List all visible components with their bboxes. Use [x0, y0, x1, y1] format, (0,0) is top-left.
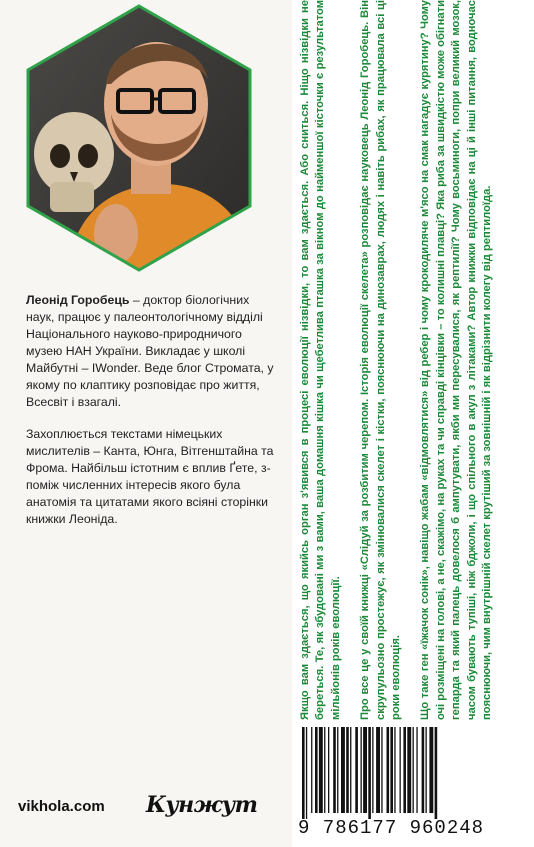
barcode-bar — [341, 727, 345, 813]
author-portrait — [26, 4, 252, 272]
barcode-bar — [416, 727, 417, 813]
barcode-bar — [363, 727, 367, 813]
author-name: Леонід Горобець — [26, 293, 130, 307]
barcode-bar — [376, 727, 380, 813]
barcode-bar — [413, 727, 414, 813]
barcode-bar — [394, 727, 395, 813]
barcode-bar — [422, 727, 425, 813]
portrait-hexagon — [26, 4, 252, 272]
publisher-site[interactable]: vikhola.com — [18, 798, 105, 815]
bio-paragraph-2: Захоплюється текстами німецьких мислителів – Канта, Юнга, Вітгенштайна та Фрома. Найбільш істотним є вплив Ґете, з-поміж численних інтересів якого була анатомія та цитатами якого всіяні сторінки книжки Леоніда. — [26, 427, 274, 526]
barcode-bar — [368, 727, 371, 819]
barcode-bar — [333, 727, 336, 813]
barcode-bar — [387, 727, 390, 813]
barcode-bar — [315, 727, 318, 813]
blurb-paragraph-3: Що таке ген «їжачок сонік», навіщо жабам «відмовлятися» від ребер і чому крокодиляче м'ясо на смак нагадує курятину? Чому очі розміщені на голові, а не, скажімо, на руках та чи справді кінцівки – то колишні плавці? Яка риба за швидкістю може обігнати гепарда та який палець довелося б ампутувати, якби ми пересувалися, як рептилії? Чому восьминоги, попри великий мозок, часом бувають тупіші, ніж бджоли, і що спільного в акул з літаками? Автор книжки відповідає на ці й інші питання, водночас пояснюючи, чим внутрішній скелет крутіший за зовнішній і як відрізнити колегу від рептилоїда. — [419, 0, 494, 720]
barcode-bar — [403, 727, 406, 813]
barcode-bar — [429, 727, 433, 813]
barcode-bar — [311, 727, 312, 813]
barcode-bar — [302, 727, 305, 819]
barcode-bar — [350, 727, 351, 813]
barcode-bar — [346, 727, 349, 813]
footer — [18, 792, 288, 826]
barcode-bar — [390, 727, 393, 813]
blurb-paragraph-2: Про все це у своїй книжці «Слідуй за розбитим черепом. Історія еволюції скелета» розповідає науковець Леонід Горобець. Він скрупульозно простежує, як змінювалися скелет і кістки, пояснюючи на динозаврах, людях і навіть рибах, як працювала всі ці роки еволюція. — [359, 0, 403, 720]
barcode-bar — [328, 727, 329, 813]
barcode-bar — [324, 727, 325, 813]
barcode-bar — [400, 727, 401, 813]
barcode-bar — [426, 727, 427, 813]
blurb-panel — [292, 0, 534, 847]
barcode-bar — [319, 727, 323, 813]
isbn-digits: 9 786177 960248 — [298, 817, 485, 839]
bio-paragraph-1-text: – доктор біологічних наук, працює у палеонтологічному відділі Національного науково-природничого музею НАН України. Викладає у школі Майбутні – IWonder. Веде блог Стромата, у якому по клаптику розповідає про життя, Всесвіт і взагалі. — [26, 293, 274, 409]
blurb-text — [292, 0, 534, 720]
barcode-bar — [407, 727, 411, 813]
barcode-bar — [355, 727, 358, 813]
barcode-bar — [337, 727, 338, 813]
isbn-barcode — [298, 727, 524, 823]
blurb-paragraph-1: Якщо вам здається, що якийсь орган з'явився в процесі еволюції нізвідки, то вам здається. Або сниться. Ніщо нізвідки не береться. Те, як збудовані ми з вами, ваша домашня кішка чи щебетлива пташка за вікном до найменшої кісточки є результатом мільйонів років еволюції. — [299, 0, 342, 720]
barcode-bar — [435, 727, 438, 819]
barcode-bar — [381, 727, 382, 813]
bio-paragraph-1 — [26, 292, 276, 411]
barcode-bar — [372, 727, 373, 813]
barcode-bar — [361, 727, 362, 813]
publisher-logo: Кунжут — [146, 792, 258, 818]
author-bio — [26, 292, 276, 543]
barcode-bar — [306, 727, 307, 819]
